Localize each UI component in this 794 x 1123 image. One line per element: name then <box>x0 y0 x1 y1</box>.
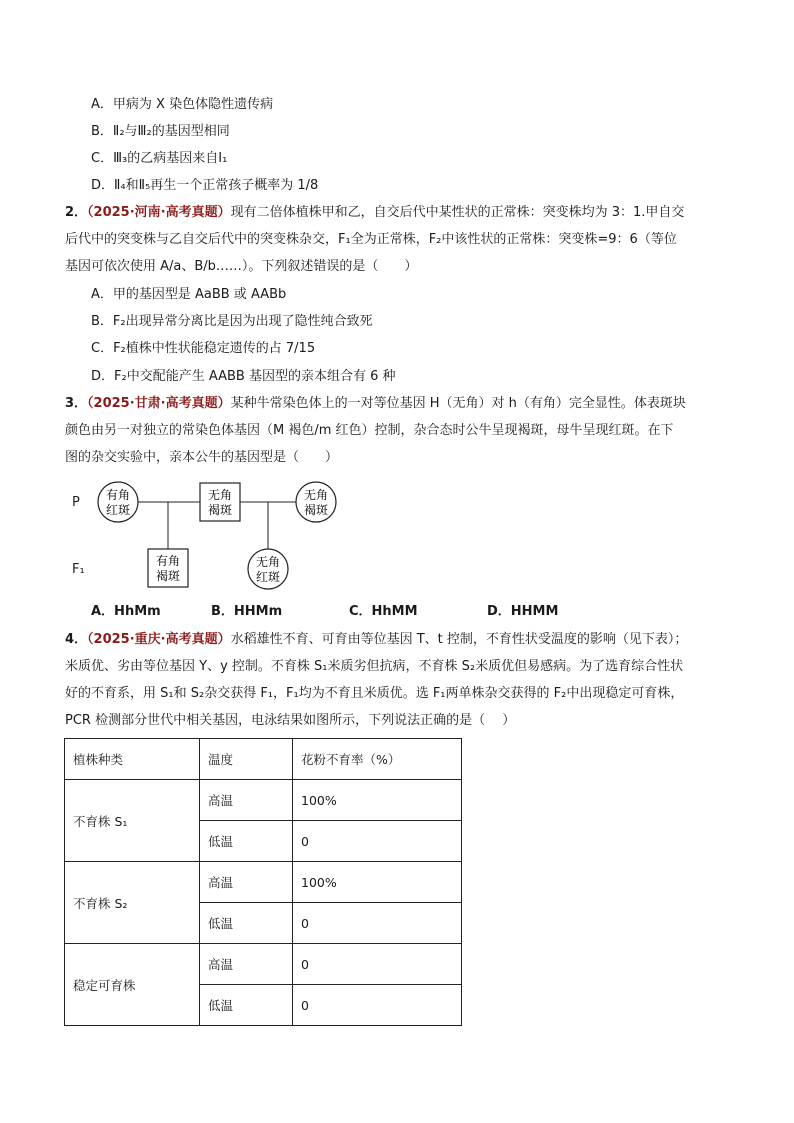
q3-number: 3． <box>65 396 88 411</box>
header-sterility-rate: 花粉不育率（%） <box>293 739 462 780</box>
table-cell: 高温 <box>200 780 293 821</box>
q4-number: 4． <box>65 632 88 647</box>
q4-stem-1: 水稻雄性不育、可育由等位基因 T、t 控制，不育性状受温度的影响（见下表）； <box>230 632 688 647</box>
q3-line-1 <box>65 396 686 412</box>
q1-option-b: B．Ⅱ₂与Ⅲ₂的基因型相同 <box>91 124 230 139</box>
p-female-left <box>98 482 138 522</box>
table-cell: 100% <box>293 780 462 821</box>
f1-male-trait-1: 有角 <box>155 554 181 568</box>
table-cell: 低温 <box>200 821 293 862</box>
q3-option-c: C．HhMM <box>349 604 418 619</box>
q3-source: （2025·甘肃·高考真题） <box>87 396 231 411</box>
p-female-right-trait-2: 褐斑 <box>303 503 329 517</box>
f1-female-trait-1: 无角 <box>255 555 281 569</box>
p-female-right-trait-1: 无角 <box>303 488 329 502</box>
q4-line-1 <box>65 632 687 648</box>
q4-source: （2025·重庆·高考真题） <box>87 632 231 647</box>
q2-stem-3: 基因可依次使用 A/a、B/b……）。下列叙述错误的是（ ） <box>65 259 418 274</box>
q4-stem-2: 米质优、劣由等位基因 Y、y 控制。不育株 S₁米质劣但抗病，不育株 S₂米质优但易感病。为了选育综合性状 <box>65 659 684 674</box>
q3-options <box>0 604 794 620</box>
q4-stem-3: 好的不育系，用 S₁和 S₂杂交获得 F₁，F₁均为不育且米质优。选 F₁两单株杂交获得的 F₂中出现稳定可育株， <box>65 686 684 701</box>
table-cell: 100% <box>293 862 462 903</box>
q3-stem-2: 颜色由另一对独立的常染色体基因（M 褐色/m 红色）控制，杂合态时公牛呈现褐斑，母牛呈现红斑。在下 <box>65 423 674 438</box>
p-male <box>200 483 240 521</box>
q3-stem-1: 某种牛常染色体上的一对等位基因 H（无角）对 h（有角）完全显性。体表斑块 <box>230 396 686 411</box>
f1-female <box>248 549 288 589</box>
q2-number: 2． <box>65 205 88 220</box>
q2-option-b: B．F₂出现异常分离比是因为出现了隐性纯合致死 <box>91 314 373 329</box>
q4-stem-4: PCR 检测部分世代中相关基因，电泳结果如图所示，下列说法正确的是（ ） <box>65 713 516 728</box>
table-cell: 0 <box>293 903 462 944</box>
p-male-trait-1: 无角 <box>207 488 233 502</box>
p-female-left-trait-2: 红斑 <box>105 503 131 517</box>
table-cell: 低温 <box>200 985 293 1026</box>
gen-f1-label: F₁ <box>72 562 85 577</box>
table-cell: 0 <box>293 944 462 985</box>
q1-option-c: C．Ⅲ₃的乙病基因来自Ⅰ₁ <box>91 151 228 166</box>
sterility-table <box>64 738 462 1026</box>
f1-female-trait-2: 红斑 <box>255 570 281 584</box>
f1-male-trait-2: 褐斑 <box>155 569 181 583</box>
q2-stem-2: 后代中的突变株与乙自交后代中的突变株杂交，F₁全为正常株，F₂中该性状的正常株：突变株=9：6（等位 <box>65 232 677 247</box>
table-cell: 高温 <box>200 944 293 985</box>
p-female-right <box>296 482 336 522</box>
q3-option-a: A．HhMm <box>91 604 161 619</box>
q3-option-b: B．HHMm <box>211 604 283 619</box>
q2-stem-1: 现有二倍体植株甲和乙，自交后代中某性状的正常株：突变株均为 3：1.甲自交 <box>230 205 685 220</box>
group-name-s2: 不育株 S₂ <box>65 862 200 944</box>
q2-option-c: C．F₂植株中性状能稳定遗传的占 7/15 <box>91 341 316 356</box>
group-name-s1: 不育株 S₁ <box>65 780 200 862</box>
table-cell: 0 <box>293 985 462 1026</box>
table-cell: 高温 <box>200 862 293 903</box>
q2-option-d: D．F₂中交配能产生 AABB 基因型的亲本组合有 6 种 <box>91 369 396 384</box>
q1-option-d: D．Ⅱ₄和Ⅱ₅再生一个正常孩子概率为 1/8 <box>91 178 319 193</box>
q1-option-a: A．甲病为 X 染色体隐性遗传病 <box>91 97 274 112</box>
table-row <box>65 944 462 985</box>
header-temperature: 温度 <box>200 739 293 780</box>
table-row <box>65 780 462 821</box>
f1-male <box>148 549 188 587</box>
p-male-trait-2: 褐斑 <box>207 503 233 517</box>
table-row <box>65 862 462 903</box>
q2-line-1 <box>65 205 684 221</box>
q2-source: （2025·河南·高考真题） <box>87 205 231 220</box>
gen-p-label: P <box>72 495 80 510</box>
table-cell: 0 <box>293 821 462 862</box>
q3-option-d: D．HHMM <box>487 604 559 619</box>
q3-stem-3: 图的杂交实验中，亲本公牛的基因型是（ ） <box>65 450 339 465</box>
header-plant-type: 植株种类 <box>65 739 200 780</box>
table-header-row <box>65 739 462 780</box>
q2-option-a: A．甲的基因型是 AaBB 或 AABb <box>91 287 287 302</box>
group-name-stable: 稳定可育株 <box>65 944 200 1026</box>
pedigree-diagram <box>70 478 370 593</box>
table-cell: 低温 <box>200 903 293 944</box>
p-female-left-trait-1: 有角 <box>105 488 131 502</box>
